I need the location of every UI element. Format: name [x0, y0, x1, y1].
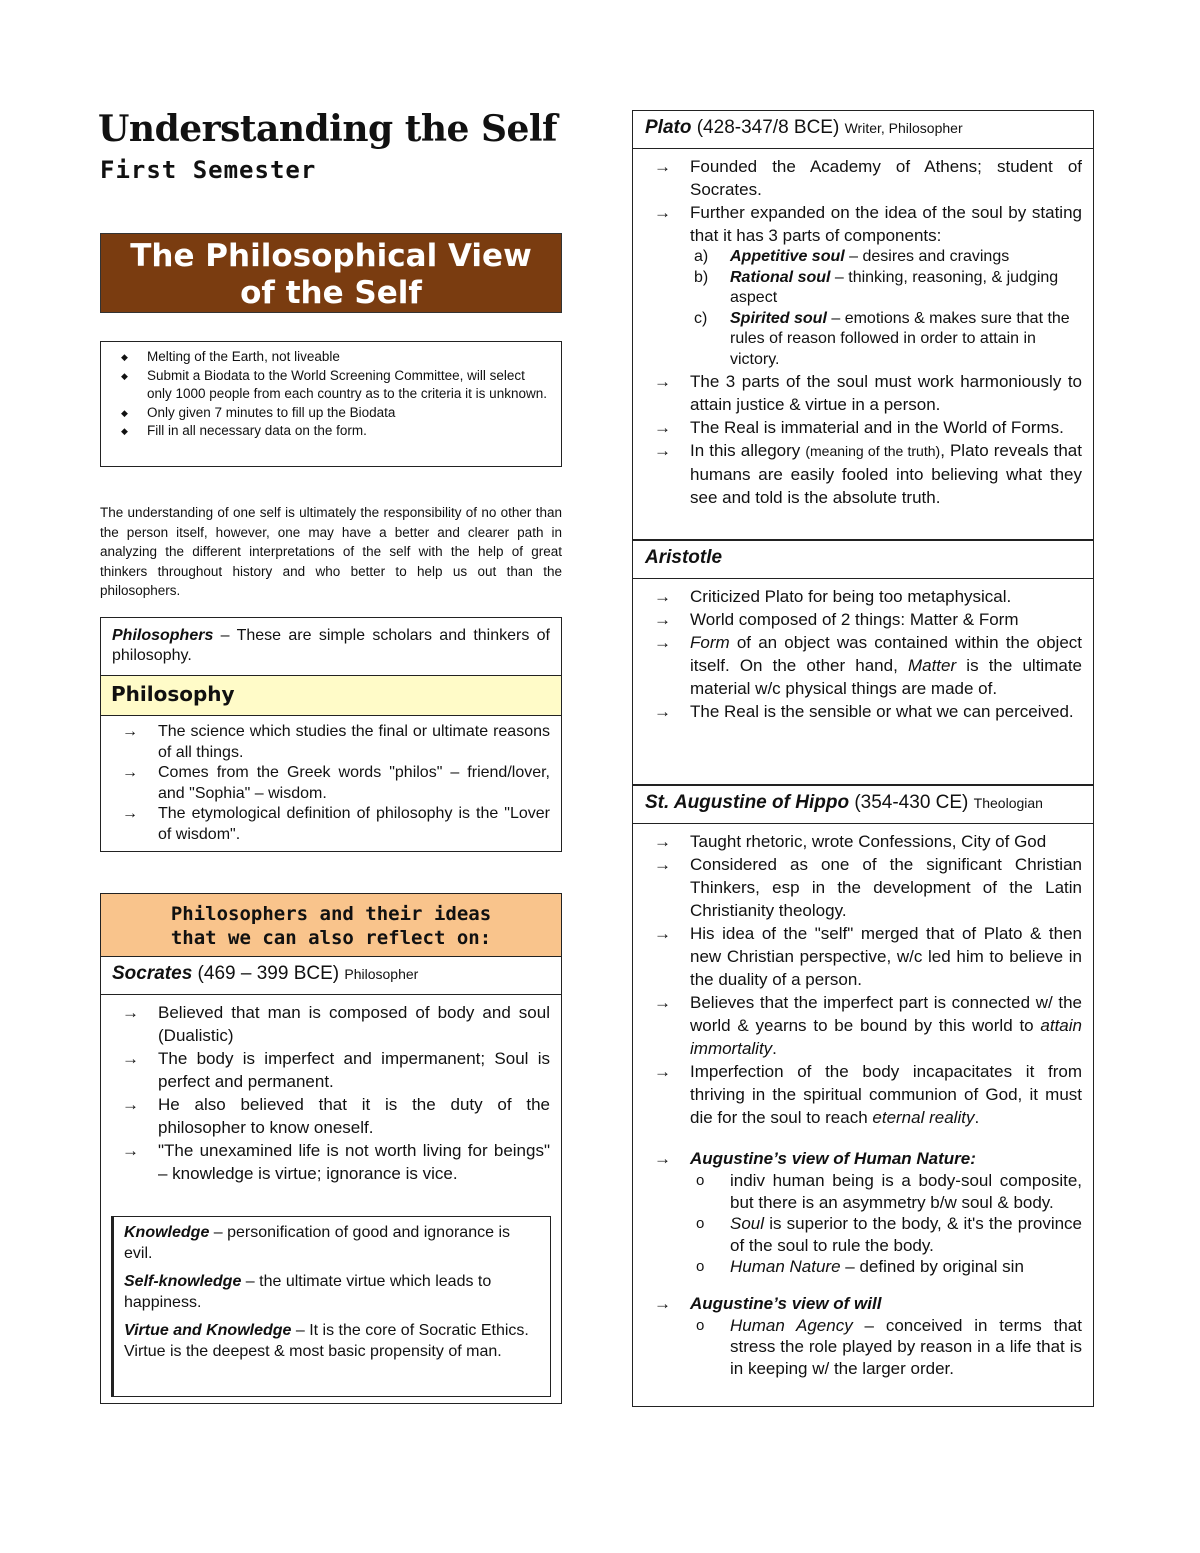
- arrow-icon: →: [654, 633, 671, 652]
- intro-paragraph: The understanding of one self is ultimately the responsibility of no other than the person itself, however, one may have a better and clearer path in analyzing the different interpretations of the self with the help of great thinkers throughout history and who better to help us out than the philosophers.: [100, 505, 562, 598]
- socrates-heading: Socrates (469 – 399 BCE) Philosopher: [100, 956, 562, 995]
- aristotle-body: [632, 578, 1094, 785]
- list-item: → "The unexamined life is not worth living for beings" – knowledge is virtue; ignorance is vice.: [122, 1141, 550, 1183]
- list-item: → Believed that man is composed of body and soul (Dualistic): [122, 1003, 550, 1045]
- list-item: o Human Nature – defined by original sin: [696, 1257, 1024, 1276]
- bullet-icon: ◆: [121, 370, 128, 381]
- arrow-icon: →: [122, 805, 138, 822]
- arrow-icon: →: [122, 1049, 139, 1068]
- circle-bullet-icon: o: [696, 1258, 705, 1275]
- ideas-heading: Philosophers and their ideas that we can also reflect on:: [100, 893, 562, 957]
- arrow-icon: →: [654, 372, 671, 391]
- list-item: → The science which studies the final or ultimate reasons of all things.: [122, 723, 550, 761]
- list-item: → Imperfection of the body incapacitates it from thriving in the spiritual communion of God, it must die for the soul to reach eternal reality.: [654, 1062, 1082, 1127]
- philosophy-box: [100, 617, 562, 852]
- soul-part: c) Spirited soul – emotions & makes sure that the rules of reason followed in order to attain in victory.: [694, 309, 1070, 368]
- document-title: Understanding the Self: [98, 108, 558, 150]
- bullet-icon: ◆: [121, 352, 128, 362]
- arrow-icon: →: [654, 1149, 671, 1168]
- arrow-icon: →: [122, 1141, 139, 1160]
- plato-body: [632, 148, 1094, 540]
- arrow-icon: →: [654, 924, 671, 943]
- soul-part: a) Appetitive soul – desires and cravings: [694, 248, 1010, 265]
- list-item: ◆ Submit a Biodata to the World Screening Committee, will select only 1000 people from each country as to the criteria it is unknown.: [121, 367, 547, 401]
- arrow-icon: →: [654, 418, 671, 437]
- section-banner: [100, 233, 562, 313]
- list-item: → The Real is immaterial and in the World of Forms.: [654, 418, 1064, 437]
- soul-part: b) Rational soul – thinking, reasoning, & judging aspect: [694, 268, 1059, 306]
- arrow-icon: →: [654, 587, 671, 606]
- list-item: → Founded the Academy of Athens; student of Socrates.: [654, 157, 1082, 199]
- document-subtitle: First Semester: [100, 156, 317, 184]
- bullet-icon: ◆: [121, 407, 128, 418]
- list-item: → The body is imperfect and impermanent; Soul is perfect and permanent.: [122, 1049, 550, 1091]
- arrow-icon: →: [654, 993, 671, 1012]
- socrates-definitions: [111, 1216, 551, 1397]
- will-heading: → Augustine’s view of will: [654, 1293, 882, 1313]
- arrow-icon: →: [654, 855, 671, 874]
- arrow-icon: →: [122, 723, 138, 740]
- human-nature-heading: → Augustine’s view of Human Nature:: [654, 1149, 976, 1168]
- list-item: → Form of an object was contained within the object itself. On the other hand, Matter is the ultimate material w/c physical things are made of.: [654, 633, 1082, 698]
- arrow-icon: →: [654, 832, 671, 851]
- arrow-icon: →: [654, 157, 671, 176]
- arrow-icon: →: [122, 1095, 139, 1114]
- philosophers-definition: Philosophers – These are simple scholars and thinkers of philosophy.: [101, 618, 561, 676]
- arrow-icon: →: [122, 764, 138, 781]
- activity-box: [100, 341, 562, 467]
- aristotle-heading: Aristotle: [632, 540, 1094, 579]
- definition: Virtue and Knowledge – It is the core of Socratic Ethics. Virtue is the deepest & most basic propensity of man.: [124, 1322, 529, 1360]
- list-item: → He also believed that it is the duty of the philosopher to know oneself.: [122, 1095, 550, 1137]
- list-item: → In this allegory (meaning of the truth), Plato reveals that humans are easily fooled into believing what they see and told is the absolute truth.: [654, 441, 1082, 507]
- list-item: → Criticized Plato for being too metaphysical.: [654, 587, 1012, 606]
- list-item: → Comes from the Greek words "philos" – friend/lover, and "Sophia" – wisdom.: [122, 764, 550, 802]
- philosophy-list: [101, 716, 561, 845]
- arrow-icon: →: [654, 610, 671, 629]
- list-item: → His idea of the "self" merged that of Plato & then new Christian perspective, w/c led him to believe in the duality of a person.: [654, 924, 1082, 989]
- banner-line-2: of the Self: [240, 275, 422, 311]
- circle-bullet-icon: o: [696, 1172, 705, 1189]
- list-item: → Believes that the imperfect part is connected w/ the world & yearns to be bound by this world to attain immortality.: [654, 993, 1082, 1058]
- list-item: o Soul is superior to the body, & it's the province of the soul to rule the body.: [696, 1214, 1082, 1255]
- augustine-body: [632, 823, 1094, 1407]
- definition: Knowledge – personification of good and ignorance is evil.: [124, 1224, 510, 1262]
- arrow-icon: →: [654, 203, 671, 222]
- list-item: ◆ Only given 7 minutes to fill up the Biodata: [115, 404, 549, 423]
- list-item: o indiv human being is a body-soul composite, but there is an asymmetry b/w soul & body.: [696, 1171, 1082, 1212]
- list-item: → World composed of 2 things: Matter & Form: [654, 610, 1019, 629]
- list-item: → The etymological definition of philosophy is the "Lover of wisdom".: [122, 805, 550, 843]
- list-item: → Further expanded on the idea of the soul by stating that it has 3 parts of components:: [654, 203, 1082, 245]
- plato-heading: Plato (428-347/8 BCE) Writer, Philosopher: [632, 110, 1094, 149]
- arrow-icon: →: [654, 441, 671, 460]
- circle-bullet-icon: o: [696, 1316, 705, 1334]
- list-item: o Human Agency – conceived in terms that stress the role played by reason in a life that is in keeping w/ the larger order.: [696, 1315, 1082, 1378]
- socrates-body: [100, 994, 562, 1404]
- arrow-icon: →: [122, 1003, 139, 1022]
- arrow-icon: →: [654, 1062, 671, 1081]
- banner-line-1: The Philosophical View: [130, 238, 532, 274]
- arrow-icon: →: [654, 702, 671, 721]
- definition: Self-knowledge – the ultimate virtue which leads to happiness.: [124, 1273, 492, 1311]
- list-item: ◆ Melting of the Earth, not liveable: [115, 348, 549, 367]
- list-item: ◆ Fill in all necessary data on the form.: [115, 422, 549, 441]
- circle-bullet-icon: o: [696, 1215, 705, 1232]
- list-item: → Considered as one of the significant Christian Thinkers, esp in the development of the Latin Christianity theology.: [654, 855, 1082, 920]
- philosophy-heading: Philosophy: [101, 676, 561, 716]
- list-item: → Taught rhetoric, wrote Confessions, City of God: [654, 832, 1047, 851]
- augustine-heading: St. Augustine of Hippo (354-430 CE) Theologian: [632, 785, 1094, 824]
- bullet-icon: ◆: [121, 426, 128, 436]
- arrow-icon: →: [654, 1293, 671, 1313]
- list-item: → The Real is the sensible or what we can perceived.: [654, 702, 1074, 721]
- list-item: → The 3 parts of the soul must work harmoniously to attain justice & virtue in a person.: [654, 372, 1082, 414]
